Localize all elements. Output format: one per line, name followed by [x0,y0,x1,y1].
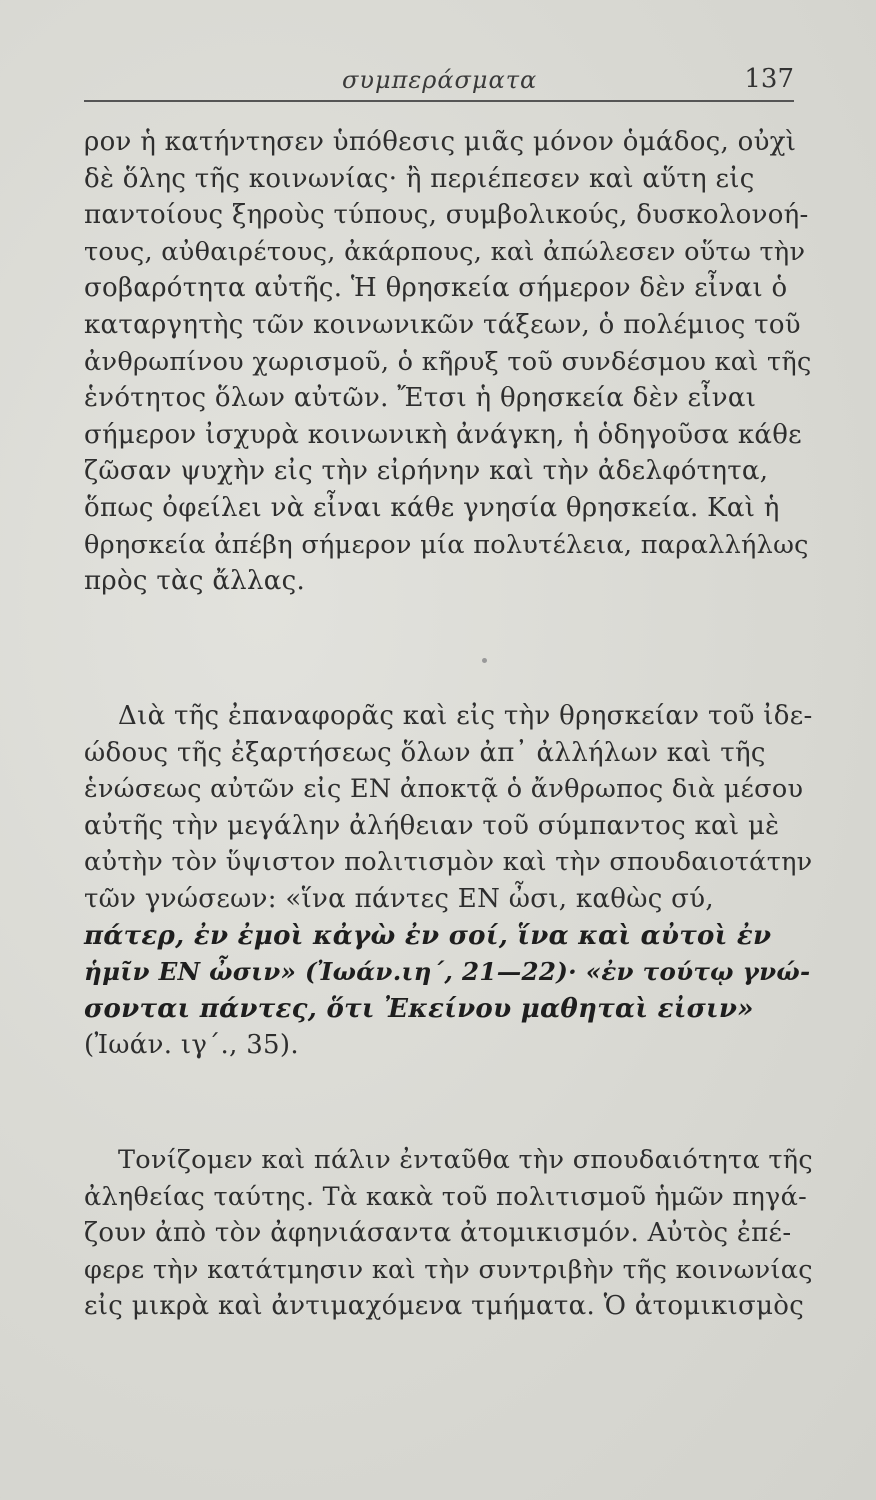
text-line: πρὸς τὰς ἄλλας. [84,566,306,597]
quotation-line: ἡμῖν ΕΝ ὦσιν» (Ἰωάν.ιη΄, 21—22)· «ἐν τούτῳ γνώ- [84,957,811,987]
text-line: ἀνθρωπίνου χωρισμοῦ, ὁ κῆρυξ τοῦ συνδέσμου καὶ τῆς [84,346,812,377]
text-line: ἑνώσεως αὐτῶν εἰς ΕΝ ἀποκτᾷ ὁ ἄνθρωπος διὰ μέσου [84,774,804,805]
text-line: αὐτῆς τὴν μεγάλην ἀλήθειαν τοῦ σύμπαντος καὶ μὲ [84,810,780,841]
text-line: σήμερον ἰσχυρὰ κοινωνικὴ ἀνάγκη, ἡ ὁδηγοῦσα κάθε [84,419,802,450]
quotation-line: πάτερ, ἐν ἐμοὶ κἀγὼ ἐν σοί, ἵνα καὶ αὐτοὶ ἐν [84,920,772,951]
text-line: αὐτὴν τὸν ὕψιστον πολιτισμὸν καὶ τὴν σπουδαιοτάτην [84,847,813,878]
text-line: θρησκεία ἀπέβη σήμερον μία πολυτέλεια, παραλλήλως [84,529,809,560]
text-line: ζουν ἀπὸ τὸν ἀφηνιάσαντα ἀτομικισμόν. Αὐτὸς ἐπέ- [84,1218,792,1249]
paragraph-3 [84,1142,814,1325]
text-line: ἀληθείας ταύτης. Τὰ κακὰ τοῦ πολιτισμοῦ ἡμῶν πηγά- [84,1181,808,1212]
text-line: δὲ ὅλης τῆς κοινωνίας· ἢ περιέπεσεν καὶ αὕτη εἰς [84,163,755,194]
text-line: ώδους τῆς ἐξαρτήσεως ὅλων ἀπ᾿ ἀλλήλων καὶ τῆς [84,737,766,768]
text-line: καταργητὴς τῶν κοινωνικῶν τάξεων, ὁ πολέμιος τοῦ [84,309,801,340]
page-number: 137 [744,64,794,94]
ink-speck [482,658,487,663]
text-line: ρον ἡ κατήντησεν ὑπόθεσις μιᾶς μόνον ὁμάδος, οὐχὶ [84,127,797,157]
text-line: φερε τὴν κατάτμησιν καὶ τὴν συντριβὴν τῆς κοινωνίας [84,1254,813,1285]
text-line: παντοίους ξηροὺς τύπους, συμβολικούς, δυσκολονοή- [84,200,809,231]
text-line: ἑνότητος ὅλων αὐτῶν. Ἔτσι ἡ θρησκεία δὲν εἶναι [84,383,757,414]
text-line: Τονίζομεν καὶ πάλιν ἐνταῦθα τὴν σπουδαιότητα τῆς [118,1145,813,1175]
text-line: εἰς μικρὰ καὶ ἀντιμαχόμενα τμήματα. Ὁ ἀτομικισμὸς [84,1291,805,1322]
text-line: Διὰ τῆς ἐπαναφορᾶς καὶ εἰς τὴν θρησκείαν τοῦ ἰδε- [118,701,813,731]
header-rule [84,100,794,102]
text-line: ὅπως ὀφείλει νὰ εἶναι κάθε γνησία θρησκεία. Καὶ ἡ [84,492,780,523]
text-line: τῶν γνώσεων: «ἵνα πάντες ΕΝ ὦσι, καθὼς σύ, [84,883,714,914]
running-head [84,64,794,104]
paragraph-2 [84,698,814,1064]
running-title: συμπεράσματα [342,66,538,94]
text-line: σοβαρότητα αὐτῆς. Ἡ θρησκεία σήμερον δὲν εἶναι ὁ [84,273,788,304]
quotation-line: σονται πάντες, ὅτι Ἐκείνου μαθηταὶ εἰσιν» [84,993,754,1024]
text-line: ζῶσαν ψυχὴν εἰς τὴν εἰρήνην καὶ τὴν ἀδελφότητα, [84,456,769,487]
text-line: (Ἰωάν. ιγ΄., 35). [84,1030,299,1061]
paragraph-1 [84,124,814,600]
text-line: τους, αὐθαιρέτους, ἀκάρπους, καὶ ἀπώλεσεν οὕτω τὴν [84,236,806,267]
